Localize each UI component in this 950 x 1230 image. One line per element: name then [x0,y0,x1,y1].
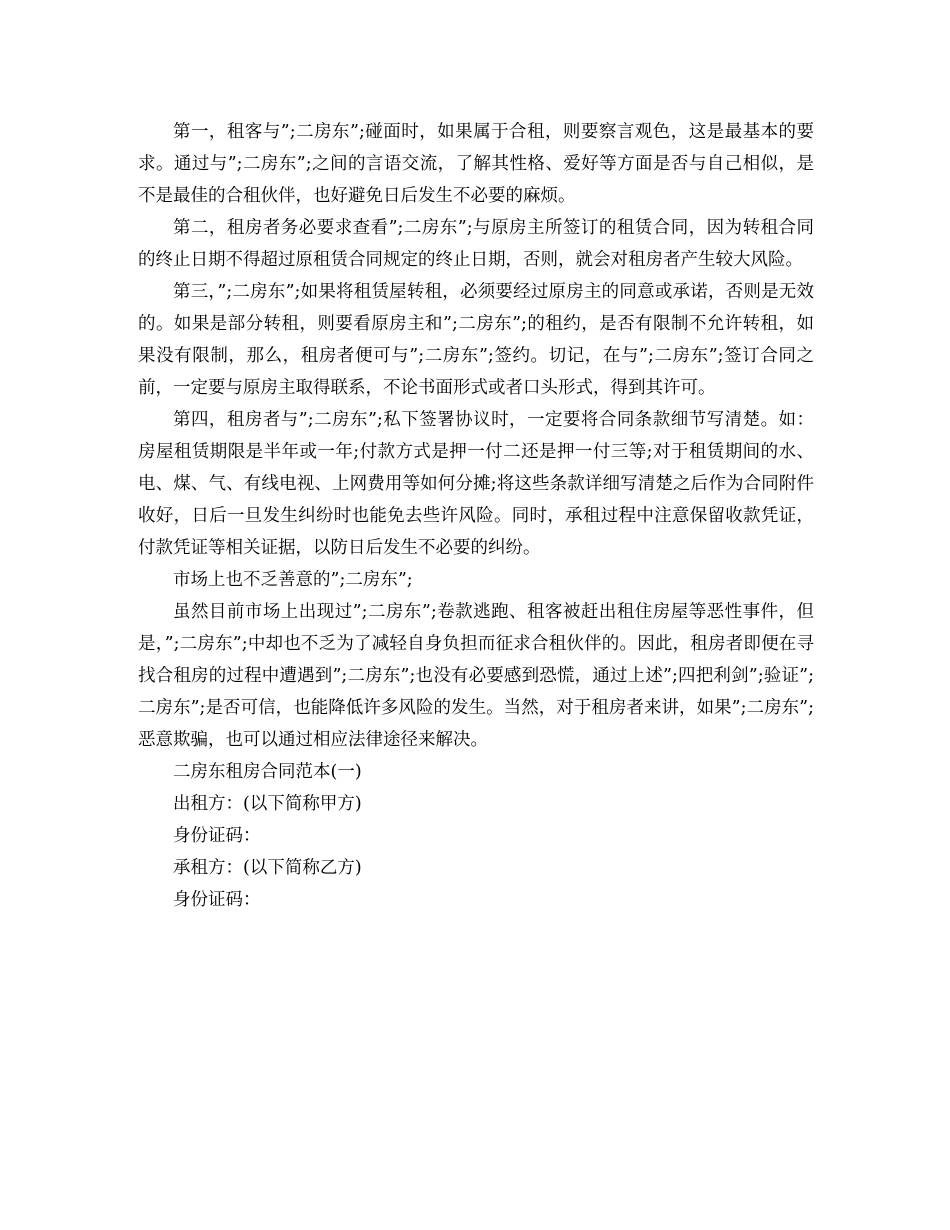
lessee-line: 承租方：(以下简称乙方) [173,858,362,878]
contract-title: 二房东租房合同范本(一) [173,762,362,782]
paragraph-tip-four: 第四，租房者与”;二房东”;私下签署协议时，一定要将合同条款细节写清楚。如：房屋租赁期限是半年或一年;付款方式是押一付二还是押一付三等;对于租赁期间的水、电、煤、气、有线电视、上网费用等如何分摊;将这些条款详细写清楚之后作为合同附件收好，日后一旦发生纠纷时也能免去些许风险。同时，承租过程中注意保留收款凭证，付款凭证等相关证据，以防日后发生不必要的纠纷。 [138,410,814,558]
paragraph-tip-three: 第三，”;二房东”;如果将租赁屋转租，必须要经过原房主的同意或承诺，否则是无效的。如果是部分转租，则要看原房主和”;二房东”;的租约，是否有限制不允许转租，如果没有限制，那么，租房者便可与”;二房东”;签约。切记，在与”;二房东”;签订合同之前，一定要与原房主取得联系，不论书面形式或者口头形式，得到其许可。 [138,282,814,398]
paragraph-tip-one: 第一，租客与”;二房东”;碰面时，如果属于合租，则要察言观色，这是最基本的要求。通过与”;二房东”;之间的言语交流，了解其性格、爱好等方面是否与自己相似，是不是最佳的合租伙伴，也好避免日后发生不必要的麻烦。 [138,122,814,206]
section-heading: 市场上也不乏善意的”;二房东”; [173,570,413,590]
lessor-id-line: 身份证码： [173,826,261,846]
lessor-line: 出租方：(以下简称甲方) [173,794,362,814]
paragraph-summary: 虽然目前市场上出现过”;二房东”;卷款逃跑、租客被赶出租住房屋等恶性事件，但是，”;二房东”;中却也不乏为了减轻自身负担而征求合租伙伴的。因此，租房者即便在寻找合租房的过程中遭遇到”;二房东”;也没有必要感到恐慌，通过上述”;四把利剑”;验证”;二房东”;是否可信，也能降低许多风险的发生。当然，对于租房者来讲，如果”;二房东”;恶意欺骗，也可以通过相应法律途径来解决。 [138,602,814,750]
paragraph-tip-two: 第二，租房者务必要求查看”;二房东”;与原房主所签订的租赁合同，因为转租合同的终止日期不得超过原租赁合同规定的终止日期，否则，就会对租房者产生较大风险。 [138,218,814,270]
lessee-id-line: 身份证码： [173,890,261,910]
document-body [138,116,814,916]
